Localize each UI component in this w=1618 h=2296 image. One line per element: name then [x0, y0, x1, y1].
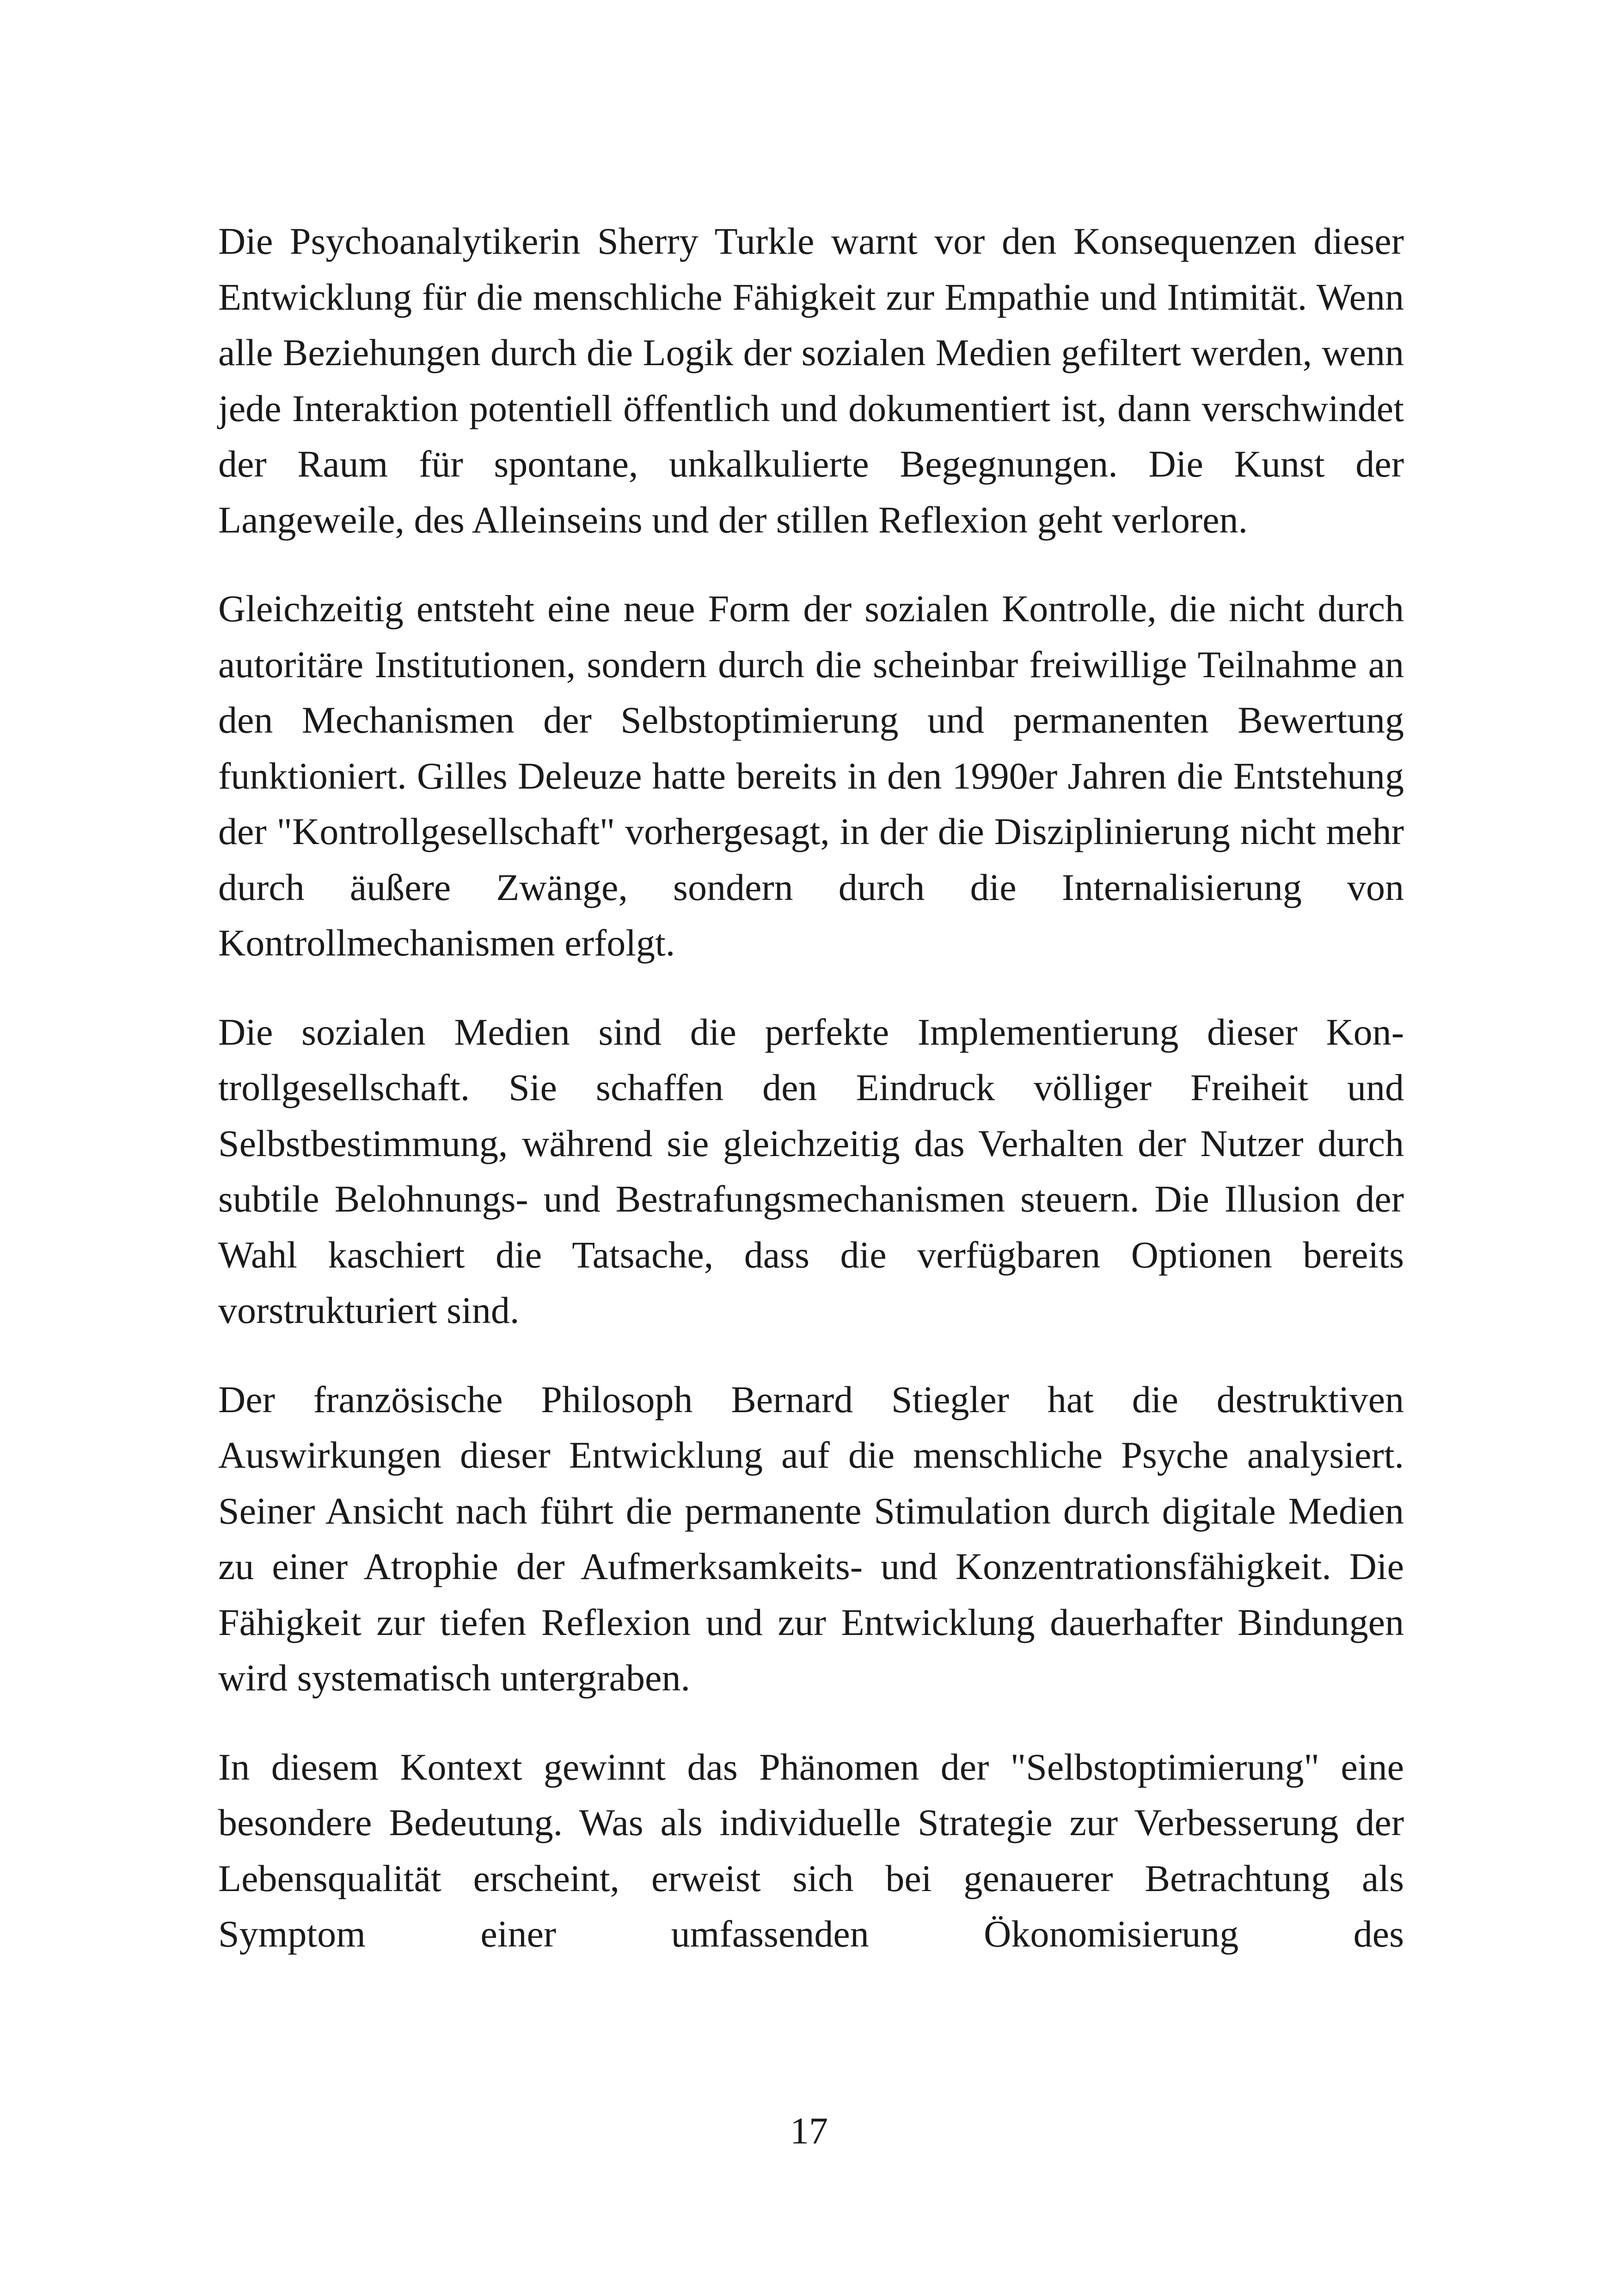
body-text	[218, 214, 1404, 1962]
paragraph-4: Der französische Philosoph Bernard Stiegler hat die destruktiven Auswirkungen dieser Entwicklung auf die menschliche Psyche analysiert. Seiner Ansicht nach führt die permanente Stimulation durch digitale Medien zu einer Atrophie der Aufmerksamkeits- und Konzentrationsfähigkeit. Die Fähigkeit zur tiefen Reflexion und zur Entwicklung dauerhafter Bindungen wird systematisch untergraben.	[218, 1378, 1404, 1699]
paragraph-2: Gleichzeitig entsteht eine neue Form der sozialen Kontrolle, die nicht durch autoritäre Institutionen, sondern durch die scheinbar freiwillige Teilnahme an den Mechanismen der Selbstoptimierung und permanenten Bewertung funktioniert. Gilles Deleuze hatte bereits in den 1990er Jahren die Entstehung der "Kontrollgesellschaft" vorhergesagt, in der die Disziplinierung nicht mehr durch äußere Zwänge, sondern durch die Internalisierung von Kontrollmechanismen erfolgt.	[218, 588, 1404, 964]
paragraph-3: Die sozialen Medien sind die perfekte Implementierung dieser Kontrollgesellschaft. Sie schaffen den Eindruck völliger Freiheit und Selbstbestimmung, während sie gleichzeitig das Verhalten der Nutzer durch subtile Belohnungs- und Bestrafungsmechanismen steuern. Die Illusion der Wahl kaschiert die Tatsache, dass die verfügbaren Optionen bereits vorstrukturiert sind.	[218, 1010, 1404, 1331]
page-number: 17	[790, 2110, 828, 2152]
paragraph-5: In diesem Kontext gewinnt das Phänomen der "Selbstoptimierung" eine besondere Bedeutung. Was als individuelle Strategie zur Verbesserung der Lebensqualität erscheint, erweist sich bei genauerer Betrachtung als Symptom einer umfassenden Ökonomisierung des	[218, 1745, 1404, 1955]
paragraph-1: Die Psychoanalytikerin Sherry Turkle warnt vor den Konsequenzen dieser Entwicklung für die menschliche Fähigkeit zur Empathie und Intimität. Wenn alle Beziehungen durch die Logik der sozialen Medien gefiltert werden, wenn jede Interaktion potentiell öffentlich und dokumentiert ist, dann verschwindet der Raum für spontane, unkalkulierte Begegnungen. Die Kunst der Langeweile, des Alleinseins und der stillen Reflexion geht verloren.	[218, 220, 1404, 541]
